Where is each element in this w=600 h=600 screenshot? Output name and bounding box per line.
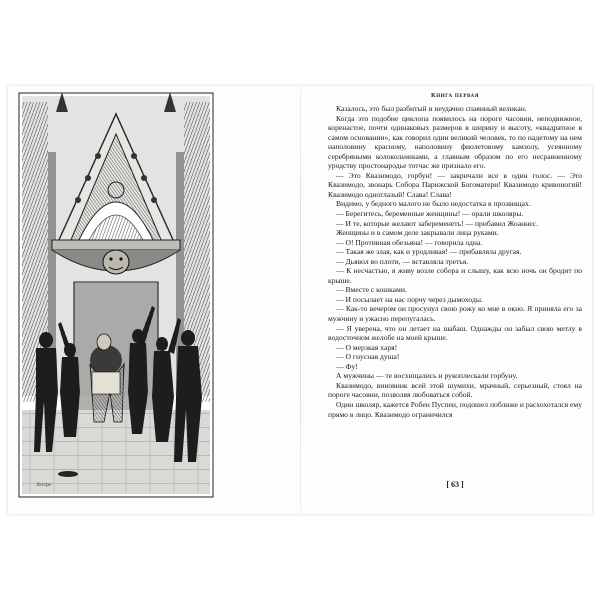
paragraph: — О гнусная душа!	[336, 352, 400, 362]
right-page	[328, 86, 582, 514]
paragraph: А мужчины — те восхищались и рукоплескали горбуну.	[336, 371, 518, 381]
paragraph: — Как-то вечером он просунул свою рожу ко мне в окно. Я приняла его за мужчину и ужасно перепугалась.	[328, 304, 582, 324]
engraving-illustration	[18, 92, 214, 498]
paragraph: — Это Квазимодо, горбун! — закричали все в один голос. — Это Квазимодо, звонарь Собора Парижской Богоматери! Квазимодо кривоногий! Квазимодо одноглазый! Слава! Слава!	[328, 170, 582, 199]
paragraph: Когда это подобие циклопа появилось на пороге часовни, неподвижное, коренастое, почти одинаковых размеров в ширину и высоту, «квадратное в самом основании», как говорил один великий человек, то по надетому на нем наполовину красному, наполовину фиолетовому камзолу, усеянному серебряными колокольчиками, а главным образом по его несравненному уродству простонародье тотчас же признало его.	[328, 113, 582, 171]
paragraph: Женщины и в самом деле закрывали лица руками.	[336, 228, 499, 238]
paragraph: Квазимодо, виновник всей этой шумихи, мрачный, серьезный, стоял на пороге часовни, позволяя любоваться собой.	[328, 380, 582, 400]
page-gutter	[300, 86, 301, 514]
gothic-doorway-engraving	[18, 92, 214, 498]
paragraph: — И те, которые желают забеременеть! — прибавил Жоаннес.	[336, 218, 539, 228]
paragraph: — О мерзкая харя!	[336, 342, 398, 352]
paragraph: Один школяр, кажется Робен Пуспен, подошел поближе и расхохотался ему прямо в лицо. Квазимодо ограничился	[328, 399, 582, 419]
paragraph: — О! Противная обезьяна! — говорила одна.	[336, 237, 483, 247]
paragraph: — Такая же злая, как и уродливая! — прибавляла другая.	[336, 247, 522, 257]
paragraph: — Берегитесь, беременные женщины! — орали школяры.	[336, 209, 524, 219]
paragraph: — И посылает на нас порчу через дымоходы.	[336, 294, 483, 304]
paragraph: — Фу!	[336, 361, 358, 371]
running-head: Книга первая	[430, 92, 480, 99]
paragraph: — Я уверена, что он летает на шабаш. Однажды он забыл свою метлу в водосточном желобе на моей крыше.	[328, 323, 582, 343]
page-number: [ 63 ]	[446, 480, 464, 489]
paragraph: — Вместе с кошками.	[336, 285, 407, 295]
paragraph: Видимо, у бедного малого не было недостатка в прозвищах.	[336, 199, 531, 209]
paragraph: — Дьявол во плоти, — вставляла третья.	[336, 256, 469, 266]
paragraph: Казалось, это был разбитый и неудачно спаянный великан.	[336, 104, 527, 113]
paragraph: — К несчастью, я живу возле собора и слышу, как всю ночь он бродит по крыше.	[328, 266, 582, 285]
engraving-signature: Лестре	[36, 483, 51, 488]
book-spread	[8, 86, 592, 514]
body-text	[328, 104, 582, 419]
